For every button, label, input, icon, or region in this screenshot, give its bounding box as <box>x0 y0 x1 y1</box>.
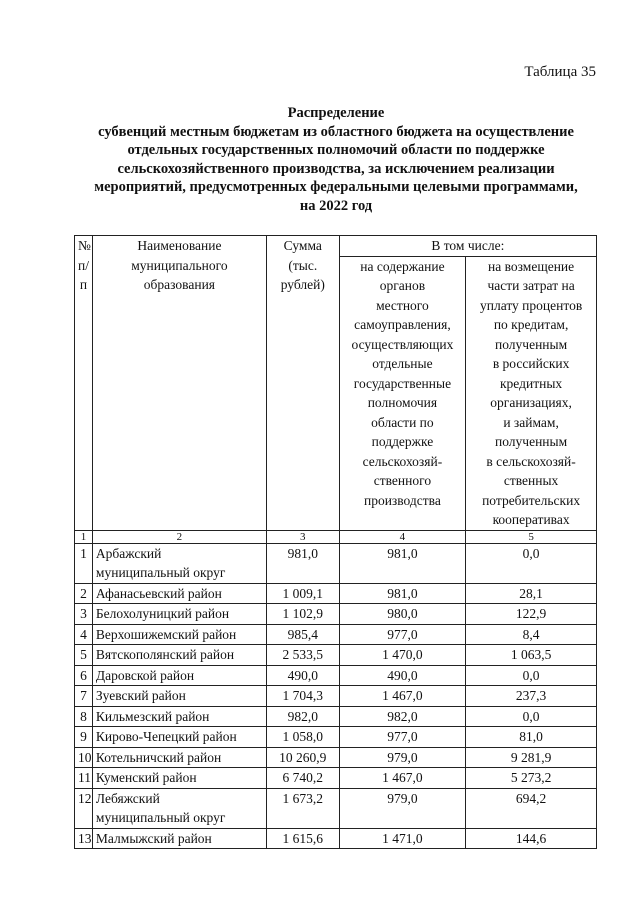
header-col5-line: части затрат на <box>487 278 575 293</box>
subvention-table <box>74 235 597 849</box>
municipality-name <box>92 645 266 666</box>
self-government-amount: 980,0 <box>339 604 466 625</box>
title-line: мероприятий, предусмотренных федеральными целевыми программами, <box>94 179 578 195</box>
table-row <box>75 747 597 768</box>
interest-compensation-amount: 9 281,9 <box>466 747 597 768</box>
header-col5-line: кредитных <box>500 375 563 391</box>
header-col5-line: в российских <box>492 356 570 371</box>
municipality-name-line: Афанасьевский район <box>95 585 222 601</box>
header-col4-line: самоуправления, <box>354 317 451 332</box>
row-number: 12 <box>75 788 93 828</box>
row-number: 11 <box>75 768 93 789</box>
header-col5-line: кооперативах <box>492 512 570 527</box>
interest-compensation-amount: 144,6 <box>466 828 597 849</box>
column-numbers-row <box>75 530 597 543</box>
municipality-name <box>92 624 266 645</box>
self-government-amount: 981,0 <box>339 583 466 604</box>
municipality-name-line: Малмыжский район <box>95 830 212 846</box>
municipality-name <box>92 665 266 686</box>
interest-compensation-amount: 122,9 <box>466 604 597 625</box>
total-sum: 10 260,9 <box>266 747 339 768</box>
header-col4-line: полномочия <box>367 395 438 410</box>
column-number: 3 <box>266 530 339 543</box>
table-row <box>75 645 597 666</box>
header-col4-line: ственного <box>373 473 432 488</box>
interest-compensation-amount: 28,1 <box>466 583 597 604</box>
municipality-name <box>92 604 266 625</box>
municipality-name-line: Лебяжский <box>95 790 160 806</box>
header-col5-line: и займам, <box>503 414 559 430</box>
row-number: 13 <box>75 828 93 849</box>
self-government-amount: 1 467,0 <box>339 768 466 789</box>
header-including: В том числе: <box>339 236 596 257</box>
header-num-line: № <box>78 238 91 253</box>
header-num-line: п/п <box>78 257 89 292</box>
header-name <box>92 236 266 531</box>
self-government-amount: 1 470,0 <box>339 645 466 666</box>
column-number: 4 <box>339 530 466 543</box>
total-sum: 2 533,5 <box>266 645 339 666</box>
row-number: 3 <box>75 604 93 625</box>
municipality-name <box>92 706 266 727</box>
header-col5-line: организациях, <box>490 395 572 410</box>
municipality-name <box>92 583 266 604</box>
municipality-name-line: Белохолуницкий район <box>95 606 230 621</box>
municipality-name-line: Кирово-Чепецкий район <box>95 729 237 744</box>
municipality-name-line: Вятскополянский район <box>95 647 235 662</box>
municipality-name-line: Даровской район <box>95 667 195 683</box>
self-government-amount: 979,0 <box>339 788 466 828</box>
header-sum-line: (тыс. <box>288 257 318 273</box>
table-row <box>75 706 597 727</box>
self-government-amount: 981,0 <box>339 543 466 583</box>
table-row <box>75 583 597 604</box>
self-government-amount: 1 471,0 <box>339 828 466 849</box>
interest-compensation-amount: 0,0 <box>466 665 597 686</box>
municipality-name-line: Зуевский район <box>95 688 186 703</box>
table-row <box>75 828 597 849</box>
municipality-name-line: Верхошижемский район <box>95 626 237 642</box>
header-sum-line: Сумма <box>283 238 322 253</box>
header-name-line: образования <box>143 277 216 292</box>
table-row <box>75 604 597 625</box>
header-col4-line: области по <box>371 414 434 430</box>
table-row <box>75 624 597 645</box>
header-col5-line: уплату процентов <box>479 297 583 313</box>
title-line: сельскохозяйственного производства, за исключением реализации <box>117 160 555 177</box>
total-sum: 982,0 <box>266 706 339 727</box>
total-sum: 490,0 <box>266 665 339 686</box>
total-sum: 985,4 <box>266 624 339 645</box>
municipality-name-line: Котельничский район <box>95 749 222 765</box>
header-col4-line: поддержке <box>371 434 434 449</box>
total-sum: 1 009,1 <box>266 583 339 604</box>
header-col4 <box>339 256 466 530</box>
header-col5-line: в сельскохозяй- <box>486 453 576 469</box>
interest-compensation-amount: 0,0 <box>466 543 597 583</box>
column-number: 2 <box>92 530 266 543</box>
table-row <box>75 686 597 707</box>
row-number: 7 <box>75 686 93 707</box>
interest-compensation-amount: 0,0 <box>466 706 597 727</box>
municipality-name-line: Куменский район <box>95 770 197 785</box>
column-number: 5 <box>466 530 597 543</box>
row-number: 2 <box>75 583 93 604</box>
self-government-amount: 982,0 <box>339 706 466 727</box>
header-col4-line: органов <box>379 278 426 293</box>
header-name-line: муниципального <box>131 257 228 273</box>
interest-compensation-amount: 694,2 <box>466 788 597 828</box>
table-row <box>75 543 597 583</box>
header-col5-line: на возмещение <box>488 258 575 274</box>
municipality-name-line: Кильмезский район <box>95 708 210 724</box>
header-col4-line: сельскохозяй- <box>362 453 443 469</box>
header-col4-line: отдельные <box>372 356 433 371</box>
header-num <box>75 236 93 531</box>
row-number: 8 <box>75 706 93 727</box>
row-number: 10 <box>75 747 93 768</box>
municipality-name <box>92 768 266 789</box>
interest-compensation-amount: 1 063,5 <box>466 645 597 666</box>
municipality-name-line: муниципальный округ <box>95 565 226 580</box>
municipality-name-line: Арбажский <box>95 545 162 561</box>
municipality-name-line: муниципальный округ <box>95 810 226 825</box>
municipality-name <box>92 747 266 768</box>
table-row <box>75 665 597 686</box>
municipality-name <box>92 828 266 849</box>
municipality-name <box>92 727 266 748</box>
table-row <box>75 788 597 828</box>
interest-compensation-amount: 81,0 <box>466 727 597 748</box>
header-name-line: Наименование <box>137 238 222 253</box>
header-col4-line: на содержание <box>360 258 445 274</box>
total-sum: 1 058,0 <box>266 727 339 748</box>
interest-compensation-amount: 5 273,2 <box>466 768 597 789</box>
interest-compensation-amount: 237,3 <box>466 686 597 707</box>
self-government-amount: 977,0 <box>339 727 466 748</box>
municipality-name <box>92 543 266 583</box>
document-title <box>60 104 612 215</box>
total-sum: 6 740,2 <box>266 768 339 789</box>
title-line: субвенций местным бюджетам из областного бюджета на осуществление <box>98 123 574 140</box>
row-number: 4 <box>75 624 93 645</box>
self-government-amount: 979,0 <box>339 747 466 768</box>
row-number: 9 <box>75 727 93 748</box>
header-col4-line: государственные <box>353 375 452 391</box>
total-sum: 981,0 <box>266 543 339 583</box>
header-row <box>75 236 597 257</box>
row-number: 6 <box>75 665 93 686</box>
interest-compensation-amount: 8,4 <box>466 624 597 645</box>
municipality-name <box>92 788 266 828</box>
total-sum: 1 102,9 <box>266 604 339 625</box>
title-line: Распределение <box>287 105 385 121</box>
header-col5-line: потребительских <box>482 492 581 508</box>
header-col4-line: осуществляющих <box>351 336 454 352</box>
total-sum: 1 615,6 <box>266 828 339 849</box>
header-sum-line: рублей) <box>280 277 325 292</box>
header-col4-line: производства <box>363 492 441 508</box>
table-label: Таблица 35 <box>524 64 596 80</box>
table-row <box>75 768 597 789</box>
header-sum <box>266 236 339 531</box>
header-col5-line: по кредитам, <box>493 317 569 332</box>
row-number: 5 <box>75 645 93 666</box>
column-number: 1 <box>75 530 93 543</box>
header-col5-line: ственных <box>503 473 559 488</box>
self-government-amount: 490,0 <box>339 665 466 686</box>
title-line: отдельных государственных полномочий области по поддержке <box>127 142 545 158</box>
row-number: 1 <box>75 543 93 583</box>
title-line: на 2022 год <box>299 197 373 214</box>
total-sum: 1 704,3 <box>266 686 339 707</box>
total-sum: 1 673,2 <box>266 788 339 828</box>
header-col5-line: полученным <box>495 434 568 449</box>
header-col5-line: полученным <box>495 336 568 352</box>
header-col5 <box>466 256 597 530</box>
municipality-name <box>92 686 266 707</box>
self-government-amount: 1 467,0 <box>339 686 466 707</box>
self-government-amount: 977,0 <box>339 624 466 645</box>
table-row <box>75 727 597 748</box>
header-col4-line: местного <box>376 297 429 313</box>
